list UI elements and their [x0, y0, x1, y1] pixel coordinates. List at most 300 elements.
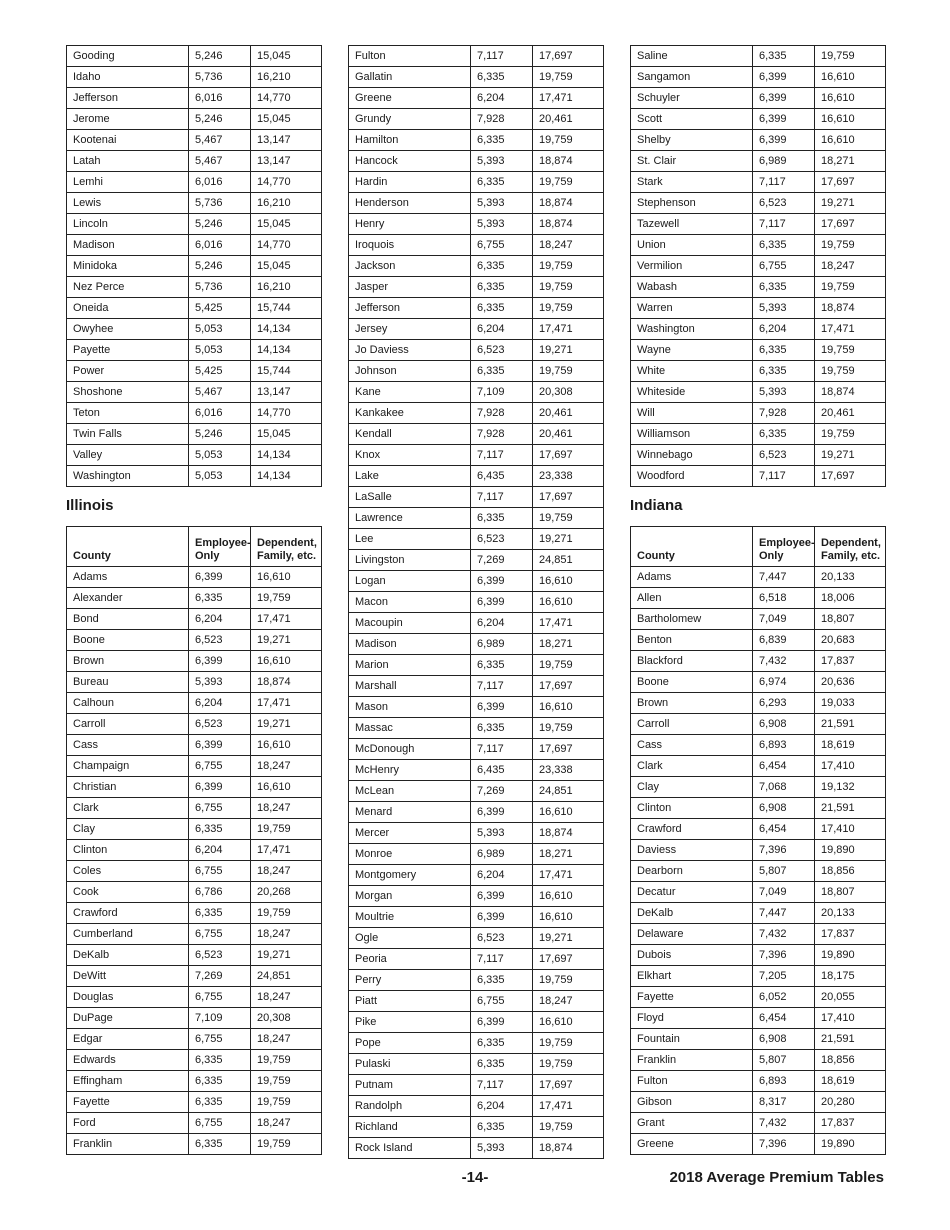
dependent-family-premium-cell: 18,874	[533, 151, 604, 172]
county-name-cell: Jersey	[349, 319, 471, 340]
illinois-county-row	[349, 193, 604, 214]
employee-only-premium-cell: 7,269	[189, 966, 251, 987]
dependent-family-premium-cell: 17,697	[815, 172, 886, 193]
header-line: Employee-	[195, 537, 251, 549]
dependent-family-premium-cell: 16,610	[533, 907, 604, 928]
county-name-cell: Henry	[349, 214, 471, 235]
dependent-family-premium-cell: 18,874	[533, 823, 604, 844]
illinois-county-row	[349, 109, 604, 130]
dependent-family-premium-cell: 19,759	[533, 508, 604, 529]
employee-only-premium-cell: 6,335	[471, 67, 533, 88]
county-name-cell: Power	[67, 361, 189, 382]
illinois-table	[66, 526, 322, 1155]
county-name-cell: Jackson	[349, 256, 471, 277]
dependent-family-premium-cell: 16,610	[815, 109, 886, 130]
employee-only-premium-cell: 6,399	[471, 802, 533, 823]
illinois-county-row	[349, 907, 604, 928]
employee-only-premium-cell: 5,393	[471, 151, 533, 172]
dependent-family-premium-cell: 18,807	[815, 609, 886, 630]
county-name-cell: Madison	[67, 235, 189, 256]
dependent-family-premium-cell: 18,619	[815, 735, 886, 756]
illinois-county-row	[349, 550, 604, 571]
dependent-family-premium-cell: 18,874	[815, 382, 886, 403]
dependent-family-premium-cell: 18,874	[251, 672, 322, 693]
county-name-cell: Champaign	[67, 756, 189, 777]
employee-only-premium-cell: 6,399	[189, 735, 251, 756]
county-name-cell: Marshall	[349, 676, 471, 697]
county-name-cell: Clark	[631, 756, 753, 777]
county-name-cell: Saline	[631, 46, 753, 67]
dependent-family-premium-cell: 15,045	[251, 109, 322, 130]
dependent-family-premium-cell: 19,759	[533, 172, 604, 193]
county-name-cell: Kendall	[349, 424, 471, 445]
dependent-family-premium-cell: 23,338	[533, 466, 604, 487]
employee-only-premium-cell: 6,335	[471, 970, 533, 991]
employee-only-premium-cell: 6,399	[189, 777, 251, 798]
table-header-row	[631, 527, 886, 567]
dependent-family-column-header	[251, 527, 322, 567]
employee-only-premium-cell: 6,435	[471, 466, 533, 487]
illinois-county-row	[349, 529, 604, 550]
county-name-cell: Floyd	[631, 1008, 753, 1029]
employee-only-premium-cell: 6,908	[753, 798, 815, 819]
dependent-family-premium-cell: 17,697	[533, 1075, 604, 1096]
county-name-cell: Fulton	[349, 46, 471, 67]
indiana-county-row	[631, 609, 886, 630]
county-name-cell: Henderson	[349, 193, 471, 214]
county-name-cell: Adams	[631, 567, 753, 588]
county-name-cell: Crawford	[67, 903, 189, 924]
indiana-county-row	[631, 693, 886, 714]
employee-only-premium-cell: 6,399	[753, 130, 815, 151]
dependent-family-premium-cell: 13,147	[251, 130, 322, 151]
county-name-cell: Williamson	[631, 424, 753, 445]
dependent-family-premium-cell: 19,759	[533, 1054, 604, 1075]
employee-only-premium-cell: 7,432	[753, 1113, 815, 1134]
dependent-family-premium-cell: 15,045	[251, 424, 322, 445]
illinois-county-row	[349, 67, 604, 88]
idaho-county-row	[67, 235, 322, 256]
dependent-family-premium-cell: 19,759	[815, 361, 886, 382]
dependent-family-premium-cell: 17,697	[533, 445, 604, 466]
dependent-family-premium-cell: 17,410	[815, 1008, 886, 1029]
employee-only-premium-cell: 7,928	[471, 424, 533, 445]
dependent-family-premium-cell: 19,759	[533, 1117, 604, 1138]
county-name-cell: Logan	[349, 571, 471, 592]
illinois-county-row	[631, 256, 886, 277]
column-2	[348, 45, 603, 1159]
employee-only-premium-cell: 7,447	[753, 903, 815, 924]
illinois-county-row	[349, 298, 604, 319]
employee-only-premium-cell: 6,335	[471, 256, 533, 277]
county-name-cell: Moultrie	[349, 907, 471, 928]
county-name-cell: Idaho	[67, 67, 189, 88]
employee-only-premium-cell: 7,117	[753, 466, 815, 487]
employee-only-premium-cell: 6,893	[753, 1071, 815, 1092]
county-name-cell: Stark	[631, 172, 753, 193]
dependent-family-premium-cell: 18,856	[815, 1050, 886, 1071]
illinois-county-row	[67, 1092, 322, 1113]
employee-only-premium-cell: 6,755	[189, 756, 251, 777]
dependent-family-premium-cell: 17,410	[815, 756, 886, 777]
dependent-family-premium-cell: 16,610	[251, 735, 322, 756]
dependent-family-premium-cell: 18,247	[251, 987, 322, 1008]
dependent-family-premium-cell: 19,759	[251, 1050, 322, 1071]
dependent-family-premium-cell: 16,610	[815, 130, 886, 151]
employee-only-premium-cell: 6,335	[753, 235, 815, 256]
county-name-cell: Pike	[349, 1012, 471, 1033]
dependent-family-premium-cell: 18,247	[251, 756, 322, 777]
county-name-cell: Jasper	[349, 277, 471, 298]
employee-only-premium-cell: 6,204	[471, 613, 533, 634]
county-name-cell: Livingston	[349, 550, 471, 571]
county-name-cell: Latah	[67, 151, 189, 172]
employee-only-premium-cell: 6,204	[471, 1096, 533, 1117]
county-name-cell: Teton	[67, 403, 189, 424]
illinois-county-row	[349, 340, 604, 361]
dependent-family-premium-cell: 14,134	[251, 319, 322, 340]
employee-only-premium-cell: 6,335	[471, 655, 533, 676]
illinois-county-row	[349, 802, 604, 823]
county-name-cell: Alexander	[67, 588, 189, 609]
county-name-cell: Jefferson	[349, 298, 471, 319]
county-name-cell: Douglas	[67, 987, 189, 1008]
county-name-cell: Clinton	[67, 840, 189, 861]
employee-only-premium-cell: 6,399	[189, 567, 251, 588]
county-name-cell: Lemhi	[67, 172, 189, 193]
dependent-family-premium-cell: 19,271	[533, 928, 604, 949]
county-name-cell: Clay	[631, 777, 753, 798]
county-name-cell: Daviess	[631, 840, 753, 861]
county-name-cell: Sangamon	[631, 67, 753, 88]
idaho-county-row	[67, 151, 322, 172]
illinois-county-row	[349, 949, 604, 970]
employee-only-premium-cell: 5,393	[471, 193, 533, 214]
state-heading-indiana: Indiana	[630, 497, 683, 514]
employee-only-premium-cell: 7,269	[471, 550, 533, 571]
employee-only-premium-cell: 7,447	[753, 567, 815, 588]
county-name-cell: Will	[631, 403, 753, 424]
dependent-family-premium-cell: 19,271	[533, 529, 604, 550]
county-name-cell: Greene	[349, 88, 471, 109]
idaho-county-row	[67, 466, 322, 487]
employee-only-premium-cell: 6,454	[753, 756, 815, 777]
county-name-cell: Fayette	[67, 1092, 189, 1113]
employee-only-premium-cell: 6,518	[753, 588, 815, 609]
county-name-cell: Dearborn	[631, 861, 753, 882]
employee-only-premium-cell: 6,755	[471, 235, 533, 256]
dependent-family-premium-cell: 20,308	[251, 1008, 322, 1029]
employee-only-premium-cell: 6,204	[471, 319, 533, 340]
county-name-cell: Jerome	[67, 109, 189, 130]
dependent-family-premium-cell: 17,837	[815, 651, 886, 672]
illinois-county-row	[349, 487, 604, 508]
dependent-family-premium-cell: 18,247	[251, 1029, 322, 1050]
dependent-family-premium-cell: 19,759	[251, 1071, 322, 1092]
dependent-family-premium-cell: 18,247	[251, 924, 322, 945]
county-name-cell: Lewis	[67, 193, 189, 214]
employee-only-premium-cell: 6,523	[471, 340, 533, 361]
employee-only-premium-cell: 7,109	[189, 1008, 251, 1029]
indiana-county-row	[631, 987, 886, 1008]
dependent-family-premium-cell: 20,636	[815, 672, 886, 693]
illinois-county-row	[631, 424, 886, 445]
illinois-county-row	[349, 88, 604, 109]
illinois-county-row	[67, 714, 322, 735]
header-line: Only	[759, 550, 784, 562]
indiana-county-row	[631, 798, 886, 819]
county-name-cell: Ford	[67, 1113, 189, 1134]
county-name-cell: Vermilion	[631, 256, 753, 277]
county-name-cell: Owyhee	[67, 319, 189, 340]
county-name-cell: DuPage	[67, 1008, 189, 1029]
employee-only-premium-cell: 7,396	[753, 945, 815, 966]
employee-only-premium-cell: 6,335	[471, 1033, 533, 1054]
indiana-county-row	[631, 756, 886, 777]
dependent-family-premium-cell: 17,697	[533, 46, 604, 67]
county-name-cell: Bartholomew	[631, 609, 753, 630]
employee-only-premium-cell: 7,205	[753, 966, 815, 987]
employee-only-premium-cell: 7,109	[471, 382, 533, 403]
employee-only-column-header	[189, 527, 251, 567]
column-3-lower	[630, 526, 885, 1155]
employee-only-premium-cell: 7,117	[471, 676, 533, 697]
dependent-family-premium-cell: 17,471	[251, 693, 322, 714]
illinois-county-row	[67, 693, 322, 714]
header-line: Family, etc.	[257, 550, 317, 562]
employee-only-premium-cell: 5,736	[189, 277, 251, 298]
illinois-continued-table-2	[630, 45, 886, 487]
employee-only-premium-cell: 6,335	[471, 130, 533, 151]
employee-only-premium-cell: 5,393	[753, 298, 815, 319]
employee-only-premium-cell: 6,399	[471, 907, 533, 928]
dependent-family-premium-cell: 17,471	[251, 840, 322, 861]
illinois-county-row	[67, 1050, 322, 1071]
dependent-family-premium-cell: 14,770	[251, 88, 322, 109]
indiana-county-row	[631, 1050, 886, 1071]
dependent-family-premium-cell: 20,461	[533, 403, 604, 424]
dependent-family-premium-cell: 13,147	[251, 382, 322, 403]
dependent-family-premium-cell: 19,759	[815, 340, 886, 361]
employee-only-premium-cell: 6,016	[189, 235, 251, 256]
idaho-county-row	[67, 88, 322, 109]
dependent-family-premium-cell: 24,851	[533, 781, 604, 802]
employee-only-premium-cell: 7,049	[753, 882, 815, 903]
employee-only-premium-cell: 7,117	[471, 949, 533, 970]
illinois-county-row	[67, 1113, 322, 1134]
employee-only-premium-cell: 5,246	[189, 46, 251, 67]
illinois-county-row	[349, 466, 604, 487]
dependent-family-premium-cell: 19,759	[815, 235, 886, 256]
dependent-family-premium-cell: 19,759	[533, 256, 604, 277]
county-name-cell: Washington	[67, 466, 189, 487]
illinois-county-row	[67, 966, 322, 987]
indiana-county-row	[631, 1071, 886, 1092]
employee-only-premium-cell: 6,335	[189, 588, 251, 609]
illinois-county-row	[349, 739, 604, 760]
county-name-cell: Piatt	[349, 991, 471, 1012]
employee-only-premium-cell: 7,928	[753, 403, 815, 424]
county-name-cell: Clark	[67, 798, 189, 819]
county-name-cell: Gibson	[631, 1092, 753, 1113]
dependent-family-premium-cell: 16,610	[533, 571, 604, 592]
county-name-cell: Lee	[349, 529, 471, 550]
county-name-cell: Gooding	[67, 46, 189, 67]
dependent-family-premium-cell: 16,610	[533, 1012, 604, 1033]
dependent-family-premium-cell: 17,471	[533, 865, 604, 886]
employee-only-premium-cell: 6,335	[753, 340, 815, 361]
employee-only-premium-cell: 6,016	[189, 403, 251, 424]
employee-only-premium-cell: 6,016	[189, 88, 251, 109]
dependent-family-premium-cell: 15,744	[251, 361, 322, 382]
illinois-county-row	[349, 130, 604, 151]
county-name-cell: Payette	[67, 340, 189, 361]
county-name-cell: Fulton	[631, 1071, 753, 1092]
dependent-family-premium-cell: 15,045	[251, 256, 322, 277]
illinois-county-row	[349, 676, 604, 697]
county-name-cell: Randolph	[349, 1096, 471, 1117]
illinois-county-row	[349, 1012, 604, 1033]
idaho-county-row	[67, 172, 322, 193]
employee-only-premium-cell: 6,974	[753, 672, 815, 693]
county-name-cell: Nez Perce	[67, 277, 189, 298]
county-name-cell: DeKalb	[67, 945, 189, 966]
county-name-cell: Shelby	[631, 130, 753, 151]
employee-only-premium-cell: 6,989	[471, 844, 533, 865]
county-name-cell: Rock Island	[349, 1138, 471, 1159]
illinois-county-row	[67, 882, 322, 903]
illinois-county-row	[67, 924, 322, 945]
dependent-family-premium-cell: 20,268	[251, 882, 322, 903]
county-name-cell: DeWitt	[67, 966, 189, 987]
county-name-cell: Kane	[349, 382, 471, 403]
dependent-family-premium-cell: 19,759	[251, 819, 322, 840]
county-name-cell: Mason	[349, 697, 471, 718]
dependent-family-premium-cell: 17,697	[815, 466, 886, 487]
dependent-family-premium-cell: 18,874	[533, 214, 604, 235]
county-name-cell: Grant	[631, 1113, 753, 1134]
dependent-family-premium-cell: 19,759	[815, 277, 886, 298]
employee-only-premium-cell: 5,053	[189, 319, 251, 340]
employee-only-premium-cell: 5,807	[753, 861, 815, 882]
dependent-family-premium-cell: 19,759	[533, 970, 604, 991]
employee-only-premium-cell: 6,052	[753, 987, 815, 1008]
county-name-cell: Greene	[631, 1134, 753, 1155]
dependent-family-premium-cell: 18,271	[533, 634, 604, 655]
idaho-county-row	[67, 403, 322, 424]
dependent-family-premium-cell: 16,610	[251, 651, 322, 672]
indiana-county-row	[631, 1134, 886, 1155]
employee-only-premium-cell: 7,117	[753, 172, 815, 193]
employee-only-premium-cell: 7,117	[471, 46, 533, 67]
illinois-county-row	[67, 945, 322, 966]
county-name-cell: Hamilton	[349, 130, 471, 151]
county-name-cell: Crawford	[631, 819, 753, 840]
dependent-family-premium-cell: 16,610	[251, 777, 322, 798]
dependent-family-premium-cell: 20,280	[815, 1092, 886, 1113]
illinois-county-row	[631, 298, 886, 319]
idaho-county-row	[67, 256, 322, 277]
table-header-row	[67, 527, 322, 567]
employee-only-premium-cell: 6,204	[753, 319, 815, 340]
employee-only-premium-cell: 6,335	[753, 424, 815, 445]
county-name-cell: Union	[631, 235, 753, 256]
illinois-county-row	[349, 235, 604, 256]
county-name-cell: Wabash	[631, 277, 753, 298]
dependent-family-premium-cell: 18,619	[815, 1071, 886, 1092]
county-name-cell: McHenry	[349, 760, 471, 781]
illinois-county-row	[631, 67, 886, 88]
illinois-county-row	[349, 277, 604, 298]
dependent-family-premium-cell: 18,807	[815, 882, 886, 903]
county-name-cell: Macon	[349, 592, 471, 613]
illinois-county-row	[349, 592, 604, 613]
employee-only-premium-cell: 6,989	[471, 634, 533, 655]
illinois-county-row	[67, 777, 322, 798]
employee-only-premium-cell: 6,755	[189, 1029, 251, 1050]
idaho-county-row	[67, 298, 322, 319]
county-column-header: County	[67, 527, 189, 567]
dependent-family-premium-cell: 16,210	[251, 193, 322, 214]
dependent-family-premium-cell: 15,045	[251, 214, 322, 235]
illinois-county-row	[631, 466, 886, 487]
dependent-family-premium-cell: 17,697	[533, 676, 604, 697]
county-name-cell: Winnebago	[631, 445, 753, 466]
dependent-family-premium-cell: 19,759	[533, 130, 604, 151]
county-name-cell: DeKalb	[631, 903, 753, 924]
illinois-county-row	[67, 567, 322, 588]
dependent-family-premium-cell: 20,133	[815, 567, 886, 588]
illinois-county-row	[631, 109, 886, 130]
illinois-county-row	[349, 361, 604, 382]
idaho-county-row	[67, 214, 322, 235]
employee-only-premium-cell: 6,335	[471, 298, 533, 319]
illinois-county-row	[631, 130, 886, 151]
dependent-family-premium-cell: 18,271	[815, 151, 886, 172]
dependent-family-premium-cell: 19,759	[815, 46, 886, 67]
employee-only-premium-cell: 7,928	[471, 109, 533, 130]
dependent-family-premium-cell: 17,471	[533, 1096, 604, 1117]
employee-only-premium-cell: 6,523	[753, 193, 815, 214]
county-name-cell: Lincoln	[67, 214, 189, 235]
dependent-family-premium-cell: 24,851	[533, 550, 604, 571]
dependent-family-premium-cell: 18,247	[251, 1113, 322, 1134]
county-name-cell: McLean	[349, 781, 471, 802]
dependent-family-premium-cell: 19,759	[533, 298, 604, 319]
illinois-county-row	[631, 319, 886, 340]
dependent-family-premium-cell: 23,338	[533, 760, 604, 781]
dependent-family-premium-cell: 19,759	[815, 424, 886, 445]
dependent-family-premium-cell: 16,610	[533, 886, 604, 907]
state-heading-illinois: Illinois	[66, 497, 114, 514]
dependent-family-premium-cell: 24,851	[251, 966, 322, 987]
dependent-family-premium-cell: 20,683	[815, 630, 886, 651]
illinois-county-row	[349, 865, 604, 886]
dependent-family-premium-cell: 19,890	[815, 840, 886, 861]
employee-only-premium-cell: 6,204	[471, 865, 533, 886]
dependent-family-premium-cell: 21,591	[815, 1029, 886, 1050]
employee-only-premium-cell: 6,839	[753, 630, 815, 651]
dependent-family-premium-cell: 19,271	[251, 945, 322, 966]
county-name-cell: Wayne	[631, 340, 753, 361]
header-line: Dependent,	[821, 537, 881, 549]
dependent-family-premium-cell: 16,610	[533, 802, 604, 823]
dependent-family-premium-cell: 19,759	[251, 1092, 322, 1113]
employee-only-premium-cell: 5,467	[189, 130, 251, 151]
county-name-cell: Fayette	[631, 987, 753, 1008]
employee-only-premium-cell: 5,246	[189, 424, 251, 445]
illinois-county-row	[67, 1008, 322, 1029]
